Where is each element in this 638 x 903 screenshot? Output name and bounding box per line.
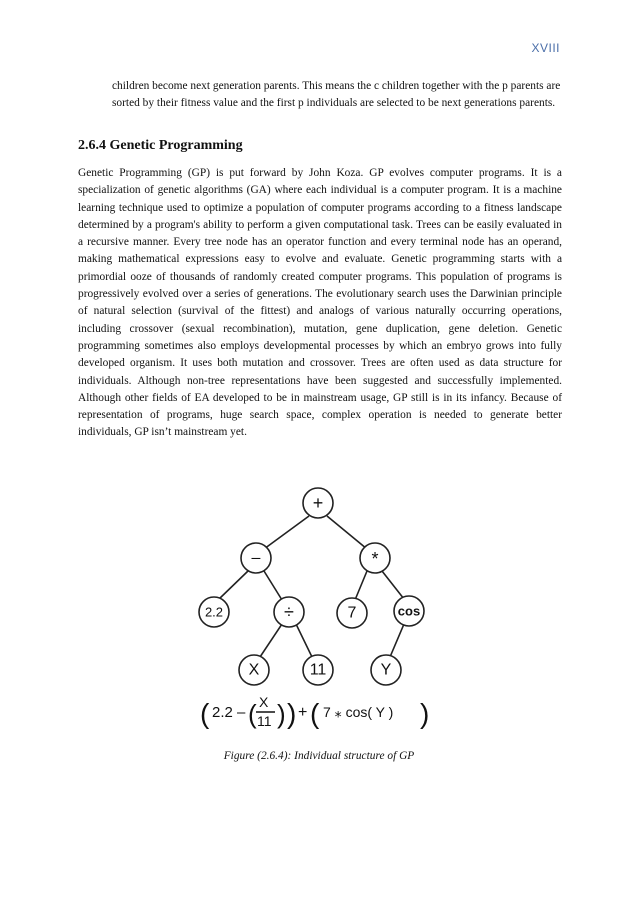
- node-const-22-label: 2.2: [204, 604, 224, 620]
- node-divide-label: ÷: [284, 602, 294, 622]
- tree-edges: [218, 516, 404, 657]
- formula-close-paren-2: ): [420, 698, 430, 729]
- node-var-y-label: Y: [380, 661, 392, 679]
- edge-root-times: [327, 516, 367, 549]
- formula-numerator: X: [259, 694, 269, 710]
- formula-inner-close: ): [277, 699, 286, 729]
- edge-minus-22: [218, 571, 248, 600]
- figure-caption: Figure (2.6.4): Individual structure of GP: [223, 750, 415, 762]
- continuation-paragraph: children become next generation parents. This means the c children together with the p parents are sorted by their fitness value and the first p individuals are selected to be next generations parents.: [112, 80, 561, 110]
- formula-plus: +: [298, 704, 308, 721]
- edge-times-cos: [382, 571, 404, 599]
- node-var-x-label: X: [248, 661, 260, 679]
- formula-minus: –: [237, 704, 246, 721]
- node-minus-label: –: [251, 549, 261, 567]
- node-cos-label: cos: [397, 603, 421, 619]
- formula-term-22: 2.2: [212, 704, 233, 721]
- edge-times-7: [355, 571, 367, 600]
- formula-close-paren: ): [287, 698, 297, 729]
- page-number: XVIII: [531, 41, 560, 55]
- gp-tree-diagram: [192, 483, 442, 733]
- edge-cos-y: [390, 624, 404, 657]
- node-const-7-label: 7: [347, 604, 357, 622]
- formula-open-paren: (: [200, 698, 210, 729]
- node-const-11-label: 11: [309, 661, 327, 679]
- formula-inner-open: (: [248, 699, 257, 729]
- node-times-label: *: [371, 549, 379, 569]
- edge-minus-divide: [264, 571, 282, 600]
- edge-divide-11: [296, 624, 312, 657]
- gp-tree-figure: [192, 483, 442, 733]
- formula-denominator: 11: [257, 713, 272, 729]
- formula-term-right: 7 ⁎ cos( Y ): [323, 704, 394, 720]
- formula: [200, 694, 429, 729]
- section-heading: 2.6.4 Genetic Programming: [78, 138, 243, 153]
- node-root-label: +: [312, 493, 324, 513]
- formula-open-paren-2: (: [310, 698, 320, 729]
- edge-root-minus: [264, 516, 309, 549]
- section-paragraph: Genetic Programming (GP) is put forward by John Koza. GP evolves computer programs. It is a specialization of genetic algorithms (GA) where each individual is a computer program. It is a machine learning technique used to optimize a population of computer programs according to a fitness landscape determined by a program's ability to perform a given computational task. Trees can be easily evaluated in a recursive manner. Every tree node has an operator function and every terminal node has an operand, making mathematical expressions easy to evolve and evaluate. Genetic programming starts with a primordial ooze of thousands of randomly created computer programs. This population of programs is progressively evolved over a series of generations. The evolutionary search uses the Darwinian principle of natural selection (survival of the fittest) and analogs of various naturally occurring operations, including crossover (sexual recombination), mutation, gene duplication, gene deletion. Genetic programming sometimes also employs developmental processes by which an embryo grows into fully developed organism. It uses both mutation and crossover. Trees are often used as data structure for individuals. Although non-tree representations have been suggested and successfully implemented. Although other fields of EA developed to be in mainstream usage, GP still is in its infancy. Because of representation of programs, huge search space, complex operation is needed to generate better individuals, GP isn’t mainstream yet.: [78, 167, 562, 439]
- edge-divide-x: [260, 624, 282, 657]
